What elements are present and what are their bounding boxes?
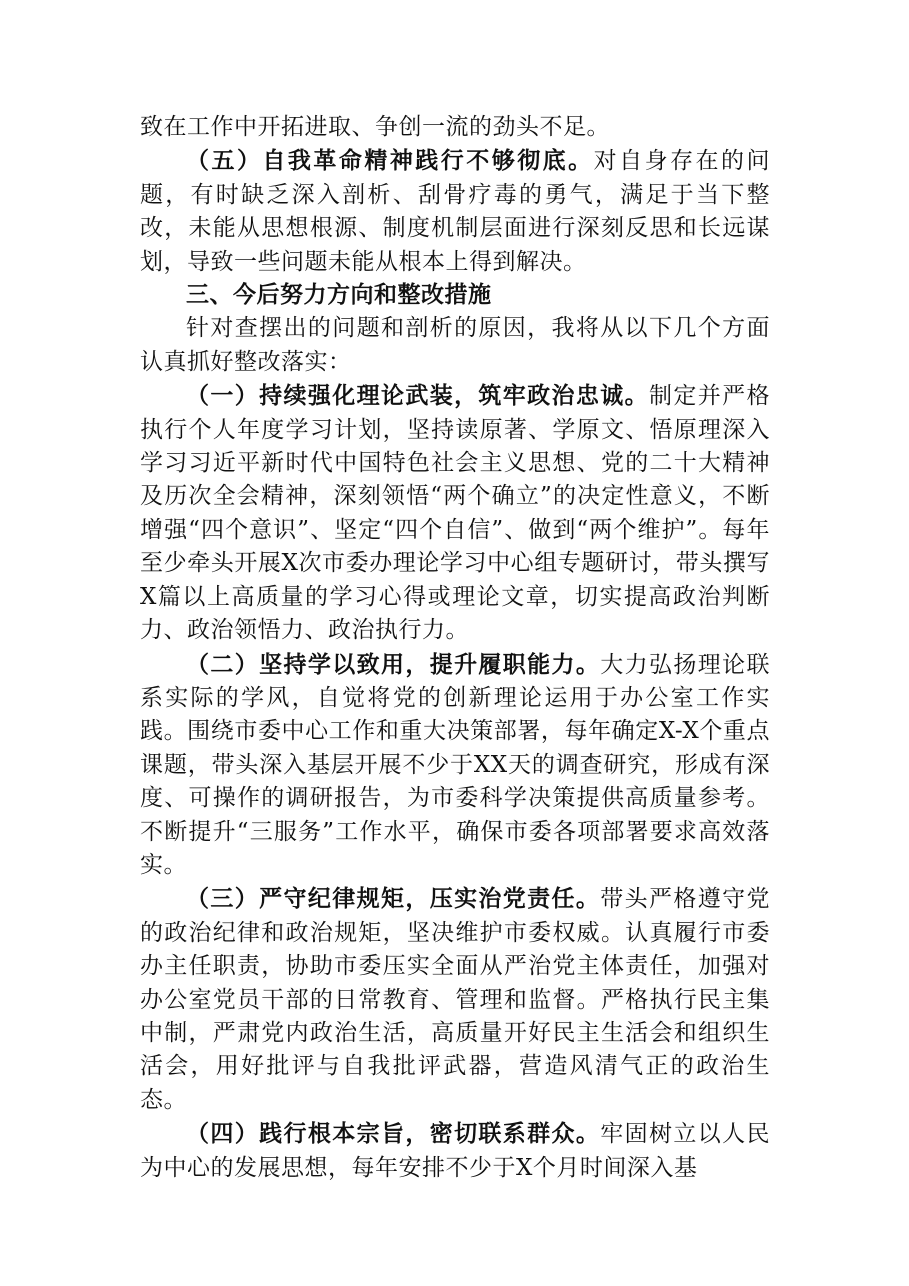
paragraph-text: 牢固树立以人民为中心的发展思想，每年安排不少于X个月时间深入基 — [140, 1121, 771, 1181]
item-lead: （二）坚持学以致用，提升履职能力。 — [186, 650, 601, 678]
item-lead: （四）践行根本宗旨，密切联系群众。 — [186, 1120, 601, 1148]
paragraph-text: 致在工作中开拓进取、争创一流的劲头不足。 — [140, 114, 610, 140]
paragraph-measure-3 — [140, 882, 770, 1117]
paragraph-measure-2 — [140, 648, 770, 883]
paragraph-intro — [140, 312, 770, 379]
paragraph-text: 制定并严格执行个人年度学习计划，坚持读原著、学原文、悟原理深入学习习近平新时代中国特色社会主义思想、党的二十大精神及历次全会精神，深刻领悟“两个确立”的决定性意义，不断增强“四个意识”、坚定“四个自信”、做到“两个维护”。每年至少牵头开展X次市委办理论学习中心组专题研讨，带头撰写X篇以上高质量的学习心得或理论文章，切实提高政治判断力、政治领悟力、政治执行力。 — [140, 383, 771, 644]
paragraph-text: 针对查摆出的问题和剖析的原因，我将从以下几个方面认真抓好整改落实： — [140, 315, 770, 375]
section-heading: 三、今后努力方向和整改措施 — [186, 282, 492, 309]
paragraph-continuation — [140, 111, 770, 144]
paragraph-text: 大力弘扬理论联系实际的学风，自觉将党的创新理论运用于办公室工作实践。围绕市委中心工作和重大决策部署，每年确定X-X个重点课题，带头深入基层开展不少于XX天的调查研究，形成有深度、可操作的调研报告，为市委科学决策提供高质量参考。不断提升“三服务”工作水平，确保市委各项部署要求高效落实。 — [140, 651, 771, 878]
paragraph-text: 对自身存在的问题，有时缺乏深入剖析、刮骨疗毒的勇气，满足于当下整改，未能从思想根源、制度机制层面进行深刻反思和长远谋划，导致一些问题未能从根本上得到解决。 — [140, 148, 771, 275]
paragraph-measure-4 — [140, 1117, 770, 1185]
paragraph-text: 带头严格遵守党的政治纪律和政治规矩，坚决维护市委权威。认真履行市委办主任职责，协助市委压实全面从严治党主体责任，加强对办公室党员干部的日常教育、管理和监督。严格执行民主集中制，严肃党内政治生活，高质量开好民主生活会和组织生活会，用好批评与自我批评武器，营造风清气正的政治生态。 — [140, 886, 771, 1113]
item-lead: （一）持续强化理论武装，筑牢政治忠诚。 — [186, 382, 650, 410]
paragraph-item-5 — [140, 144, 770, 279]
document-page — [140, 111, 770, 1185]
item-lead: （五）自我革命精神践行不够彻底。 — [186, 147, 594, 175]
item-lead: （三）严守纪律规矩，压实治党责任。 — [186, 885, 601, 913]
paragraph-measure-1 — [140, 379, 770, 647]
